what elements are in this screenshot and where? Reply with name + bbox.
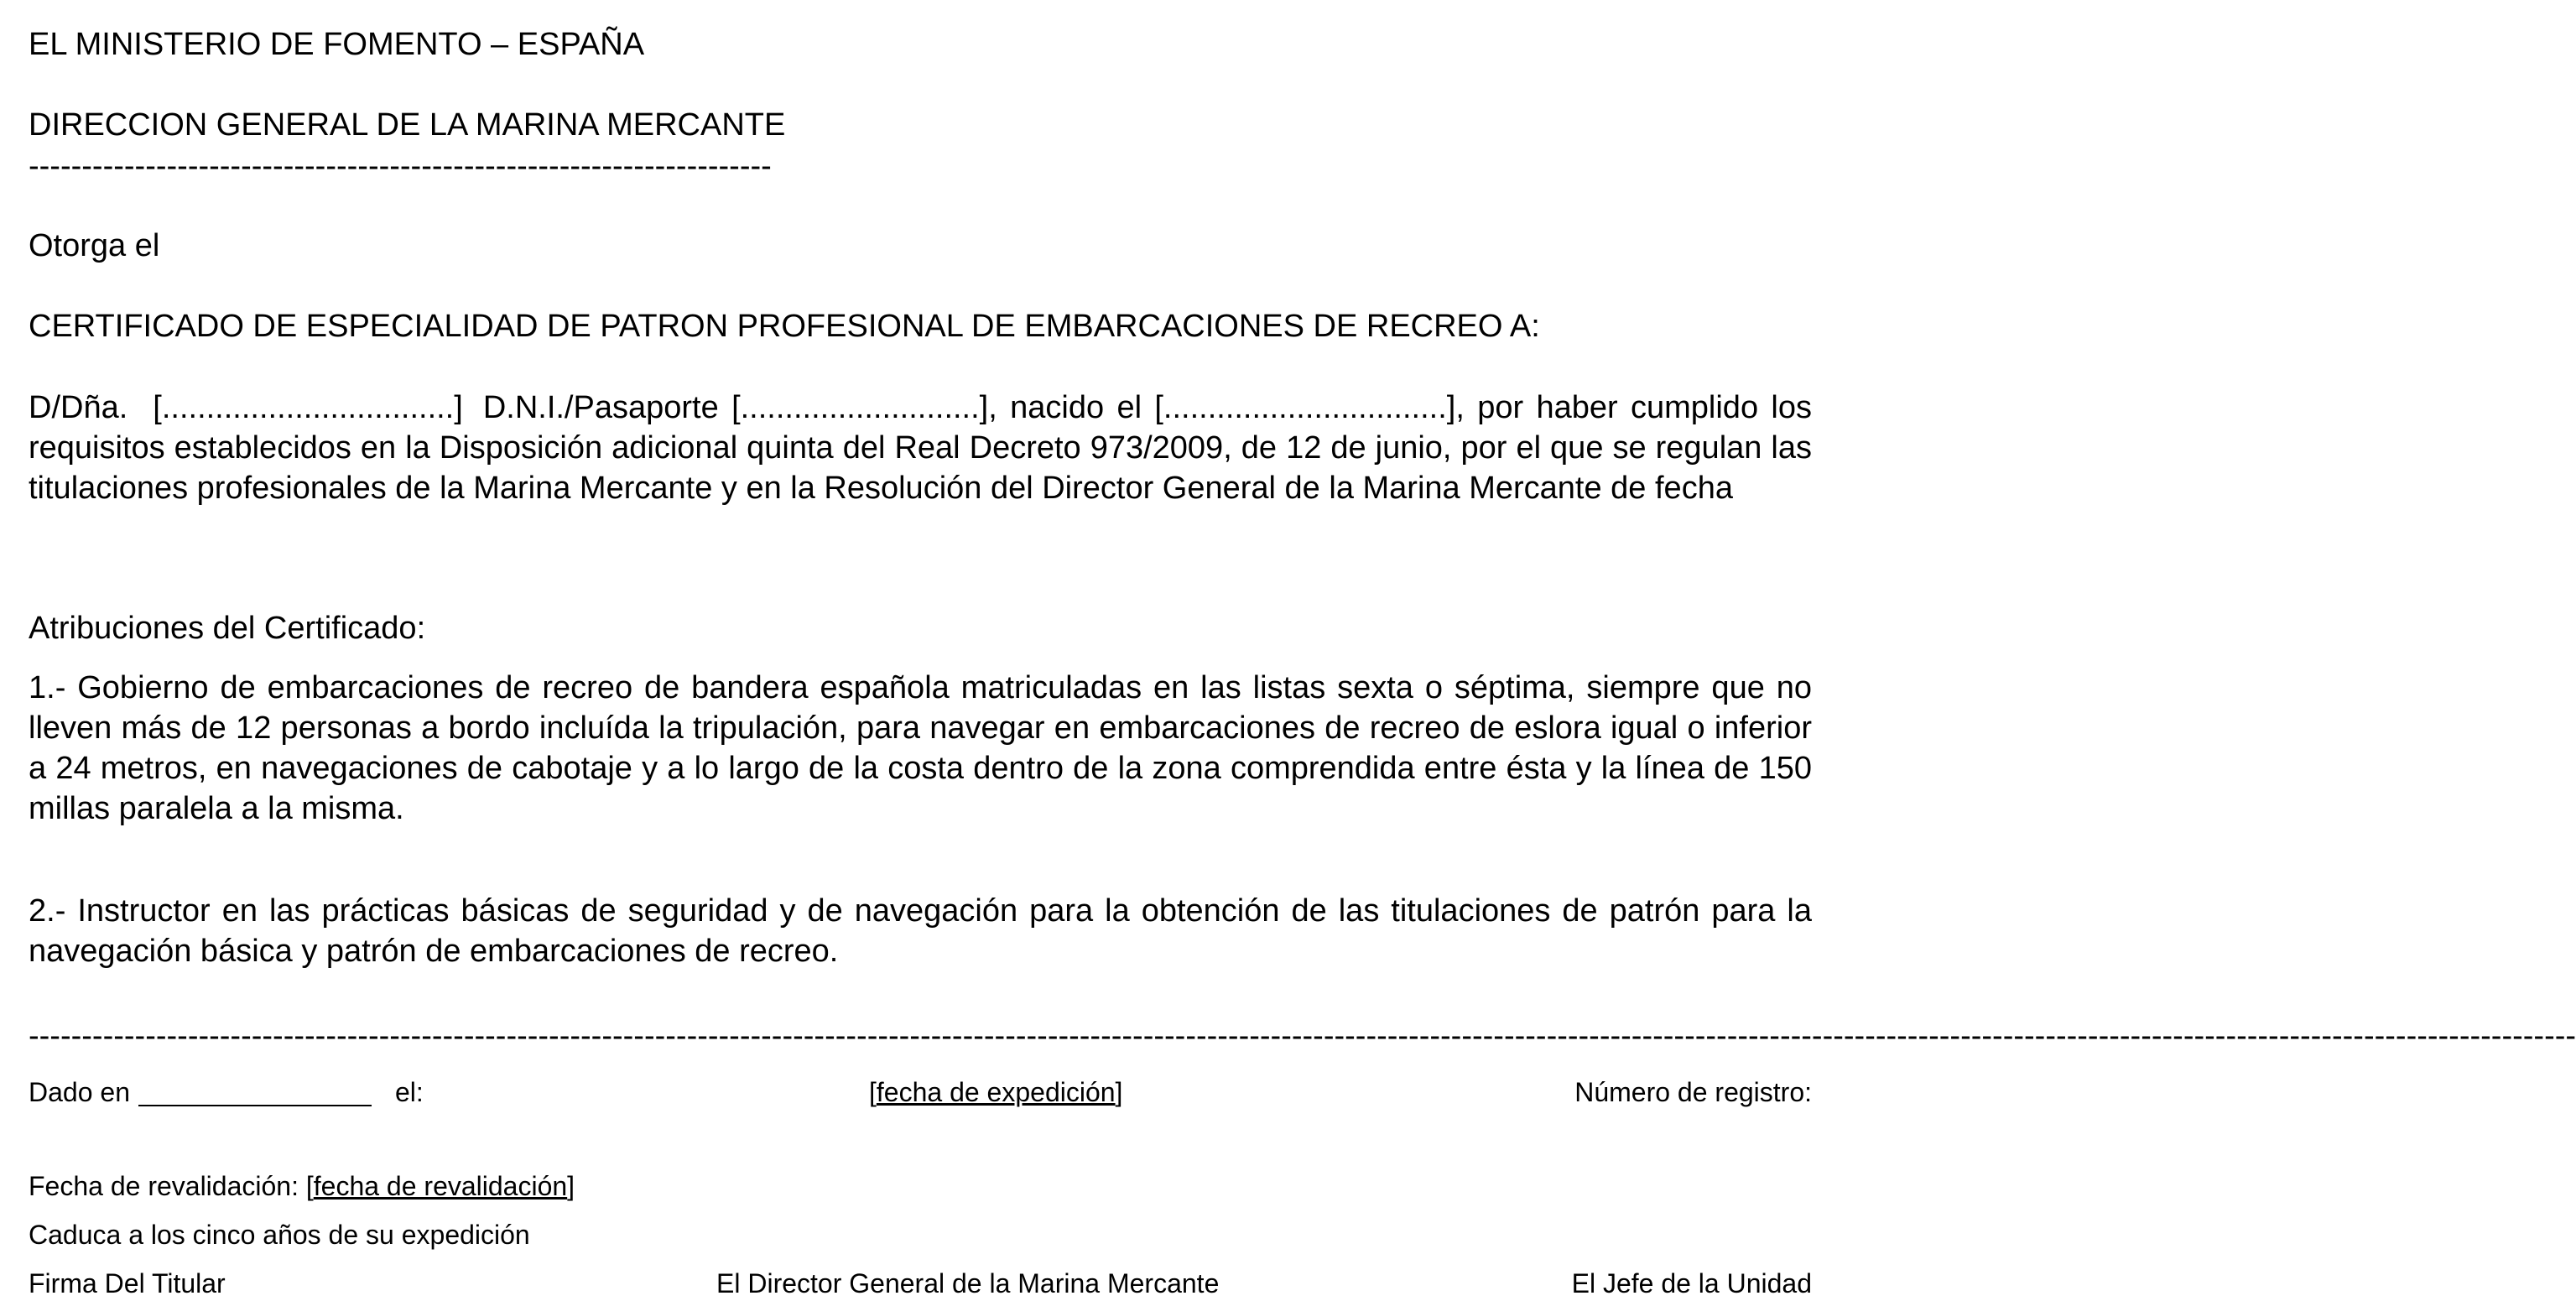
birth-date-field: [................................] bbox=[1154, 390, 1456, 425]
director-signature-label: El Director General de la Marina Mercante bbox=[716, 1268, 1220, 1298]
revalidation-label: Fecha de revalidación: bbox=[29, 1171, 299, 1201]
registry-number-label: Número de registro: bbox=[1574, 1077, 1812, 1107]
revalidation-placeholder: fecha de revalidación bbox=[313, 1171, 568, 1201]
issue-date-field bbox=[869, 1075, 1122, 1109]
footer-divider: ------------------------------------------------------------------------------------------------------------------------------------------------------------------------------------------------------------------------------------------------ bbox=[29, 1018, 2576, 1054]
born-label: , nacido el bbox=[988, 390, 1142, 425]
attributions-heading: Atribuciones del Certificado: bbox=[29, 611, 426, 646]
attribution-item-1: 1.- Gobierno de embarcaciones de recreo de bandera española matriculadas en las listas sexta o séptima, siempre que no lleven más de 12 personas a bordo incluída la tripulación, para navegar en embarcaciones de recreo de eslora igual o inferior a 24 metros, en navegaciones de cabotaje y a lo largo de la costa dentro de la zona comprendida entre ésta y la línea de 150 millas paralela a la misma. bbox=[29, 670, 1812, 826]
holder-body-text: , por haber cumplido los requisitos establecidos en la Disposición adicional quinta del Real Decreto 973/2009, de 12 de junio, por el que se regulan las titulaciones profesionales de la Marina Mercante y en la Resolución del Director General de la Marina Mercante de fecha bbox=[29, 390, 1812, 506]
holder-label: D/Dña. bbox=[29, 390, 128, 425]
id-label: D.N.I./Pasaporte bbox=[482, 390, 719, 425]
certificate-title: CERTIFICADO DE ESPECIALIDAD DE PATRON PROFESIONAL DE EMBARCACIONES DE RECREO A: bbox=[29, 309, 1540, 344]
attribution-item-2: 2.- Instructor en las prácticas básicas de seguridad y de navegación para la obtención de las titulaciones de patrón para la navegación básica y patrón de embarcaciones de recreo. bbox=[29, 893, 1812, 969]
issue-date-placeholder: fecha de expedición bbox=[876, 1077, 1116, 1107]
holder-name-field: [.................................] bbox=[153, 390, 463, 425]
grant-intro: Otorga el bbox=[29, 228, 160, 263]
revalidation-close-bracket: ] bbox=[567, 1171, 575, 1201]
revalidation-row bbox=[29, 1169, 575, 1203]
issued-on-label: el: bbox=[394, 1077, 424, 1107]
direction-heading: DIRECCION GENERAL DE LA MARINA MERCANTE bbox=[29, 107, 786, 143]
issue-date-close-bracket: ] bbox=[1115, 1077, 1123, 1107]
issued-in-blank bbox=[138, 1105, 372, 1106]
header-divider: ---------------------------------------------------------------------- bbox=[29, 148, 772, 184]
issued-in-label: Dado en bbox=[29, 1077, 130, 1107]
id-number-field: [...........................] bbox=[731, 390, 989, 425]
revalidation-open-bracket: [ bbox=[305, 1171, 314, 1201]
unit-head-signature-label: El Jefe de la Unidad bbox=[1571, 1268, 1812, 1298]
expiry-note: Caduca a los cinco años de su expedición bbox=[29, 1220, 530, 1250]
holder-paragraph bbox=[29, 388, 1812, 508]
issue-date-open-bracket: [ bbox=[869, 1077, 877, 1107]
ministry-heading: EL MINISTERIO DE FOMENTO – ESPAÑA bbox=[29, 27, 645, 62]
issued-in-row bbox=[29, 1075, 424, 1109]
holder-signature-label: Firma Del Titular bbox=[29, 1268, 226, 1298]
